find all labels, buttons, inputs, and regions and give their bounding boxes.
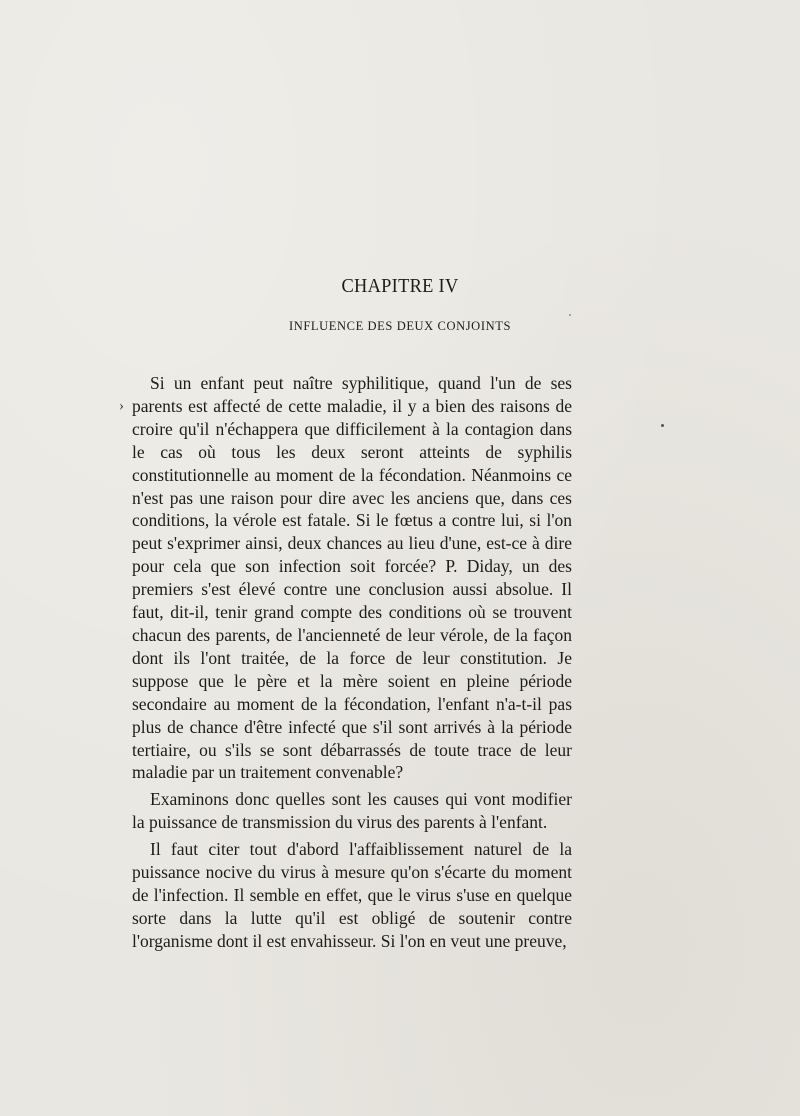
margin-mark: › [119,398,124,414]
speck-mark [569,314,571,316]
chapter-title: CHAPITRE IV [341,275,459,297]
chapter-subtitle: INFLUENCE DES DEUX CONJOINTS [288,319,511,333]
body-text [132,372,572,957]
paragraph-3: Il faut citer tout d'abord l'affaiblissement naturel de la puissance nocive du virus à mesure qu'on s'écarte du moment de l'infection. Il semble en effet, que le virus s'use en quelque sorte dans la lutte qu'il est obligé de soutenir contre l'organisme dont il est envahisseur. Si l'on en veut une preuve, [132,839,572,951]
paragraph-1: Si un enfant peut naître syphilitique, quand l'un de ses parents est affecté de cette maladie, il y a bien des raisons de croire qu'il n'échappera que difficilement à la contagion dans le cas où tous les deux seront atteints de syphilis constitutionnelle au moment de la fécondation. Néanmoins ce n'est pas une raison pour dire avec les anciens que, dans ces conditions, la vérole est fatale. Si le fœtus a contre lui, si l'on peut s'exprimer ainsi, deux chances au lieu d'une, est-ce à dire pour cela que son infection soit forcée? P. Diday, un des premiers s'est élevé contre une conclusion aussi absolue. Il faut, dit-il, tenir grand compte des conditions où se trouvent chacun des parents, de l'ancienneté de leur vérole, de la façon dont ils l'ont traitée, de la force de leur constitution. Je suppose que le père et la mère soient en pleine période secondaire au moment de la fécondation, l'enfant n'a-t-il pas plus de chance d'être infecté que s'il sont arrivés à la période tertiaire, ou s'ils se sont débarrassés de toute trace de leur maladie par un traitement convenable? [132,373,572,783]
paragraph-2: Examinons donc quelles sont les causes qui vont modifier la puissance de transmission du virus des parents à l'enfant. [132,789,572,833]
speck-mark [661,424,664,427]
